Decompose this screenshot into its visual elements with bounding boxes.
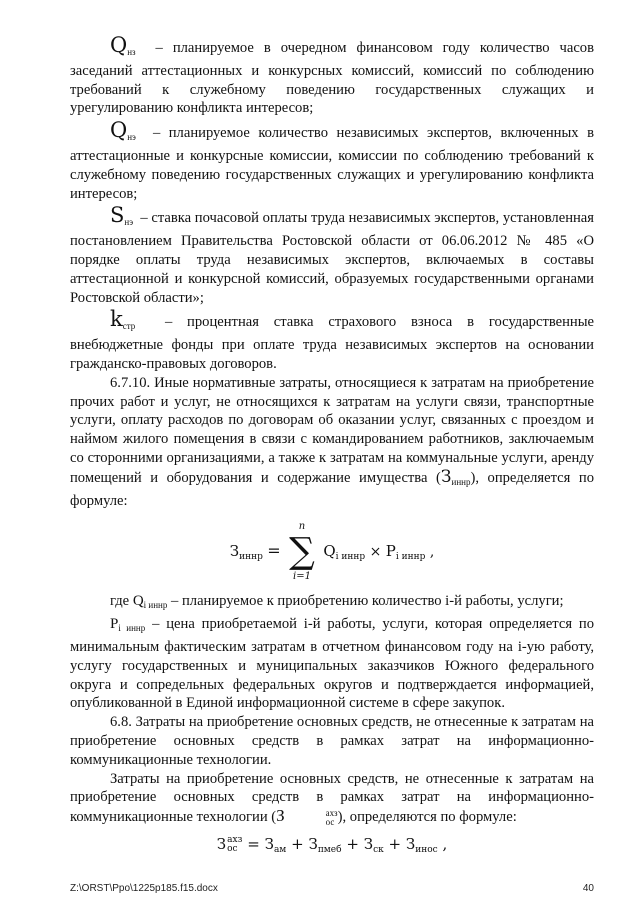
definition-text: – ставка почасовой оплаты труда независимых экспертов, установленная постановлением Правительства Ростовской области от 06.06.2012 № 485 «О порядке оплаты труда независимых экспертов, включаемых в составы аттестационной и конкурсной комиссий, образуемых государственными органами Ростовской области»; [70,210,595,306]
formula-tail: , [442,834,448,853]
symbol-subscript: нэ [124,217,134,228]
definition-q-nz [70,33,594,118]
paragraph-text: Затраты на приобретение основных средств, не отнесенные к затратам на приобретение основных средств в рамках затрат на информационно-коммуникационные технологии ( [70,770,594,826]
symbol-subscript: нз [127,47,136,57]
definition-q-ne [70,118,595,203]
formula-plus: + [291,834,304,853]
summation-lower: i=1 [293,571,311,583]
formula-plus: + [388,834,402,853]
formula-q: Q [323,542,336,561]
formula-term-subscript: инос [415,844,438,855]
symbol-superscript: ахз [325,807,338,818]
symbol-subscript: i иннр [143,600,168,611]
formula-term-subscript: ск [373,844,384,855]
formula-term-subscript: ам [273,844,287,855]
paragraph-text-end: ), определяются по формуле: [337,809,517,826]
definition-text: – процентная ставка страхового взноса в государственные внебюджетные фонды при оплате труда независимых экспертов на основании гражданско-правовых договоров. [70,314,595,372]
symbol: P [110,616,119,633]
where-q-line [70,592,594,615]
definition-k-str [70,307,595,373]
sigma-symbol: ∑ [289,531,315,573]
paragraph-text: 6.8. Затраты на приобретение основных средств, не отнесенные к затратам на приобретение основных средств в рамках затрат на информационно-коммуникационные технологии. [70,714,594,768]
symbol: Q [132,593,144,610]
formula-term-subscript: пмеб [317,844,342,855]
summation [289,520,315,584]
formula-q-subscript: i иннр [335,552,366,563]
where-p-line [70,615,594,713]
formula-term: З [264,834,274,853]
where-p-text: – цена приобретаемой i-й работы, услуги, которая определяется по минимальным фактическим затратам в отчетном финансовом году на i-ую работу, услугу государственных и муниципальных заказчиков Южного федерального округа и сопредельных федеральных округов и подтверждается информацией, опубликованной в Единой информационной системе в сфере закупок. [70,616,595,712]
summation-upper: n [298,521,306,533]
page-number: 40 [582,883,594,894]
paragraph-text: 6.7.10. Иные нормативные затраты, относящиеся к затратам на приобретение прочих работ и услуг, не относящихся к затратам на услуги связи, транспортные услуги, оплату расходов по договорам об оказании услуг, связанных с проездом и наймом жилого помещения в связи с командированием работников, заключаемым со сторонними организациями, а также к затратам на коммунальные услуги, аренду помещений и оборудования и содержание имущества ( [70,374,594,486]
symbol-supsub [286,809,338,827]
page-footer [70,883,594,894]
formula-ahz [70,835,594,860]
formula-tail: , [429,544,435,561]
symbol: Q [110,33,128,57]
where-q-text: – планируемое к приобретению количество i-й работы, услуги; [171,593,564,610]
definition-text: – планируемое в очередном финансовом году количество часов заседаний аттестационных и конкурсных комиссий, комиссий по соблюдению требований к служебному поведению государственных служащих и урегулированию конфликта интересов; [70,40,594,117]
symbol-subscript: нэ [127,132,136,143]
symbol-subscript: i иннр [118,623,146,634]
formula-term: З [308,834,318,853]
formula-equals: = [247,834,260,853]
symbol-subscript: ос [325,816,335,827]
paragraph-text-end: ), определяется по формуле: [70,469,594,509]
symbol: З [276,806,285,826]
symbol: Q [110,118,128,143]
symbol: S [110,203,125,228]
symbol-subscript: иннр [451,476,471,487]
formula-p-subscript: i иннр [395,552,426,563]
file-path: Z:\ORST\Ppo\1225p185.f15.docx [70,883,218,894]
formula-term: З [405,834,416,853]
paragraph-6-8-formula-intro [70,770,594,827]
formula-innr [70,520,594,592]
formula-term: З [363,834,374,853]
document-body [70,33,595,860]
formula-p: P [385,542,396,561]
definition-s-ne [70,203,595,307]
formula-lhs-subscript: иннр [239,552,263,563]
formula-plus: + [346,834,359,853]
formula-lhs-supsub [227,836,242,854]
formula-times: × [369,544,382,561]
formula-lhs-superscript: ахз [227,834,243,845]
where-prefix: где [110,593,130,610]
definition-text: – планируемое количество независимых экспертов, включенных в аттестационные и конкурсные комиссии, комиссии по соблюдению требований к служебному поведению государственных служащих и урегулированию конфликта интересов; [70,125,595,202]
formula-lhs: З [216,834,227,853]
symbol-subscript: стр [122,321,136,332]
symbol: k [110,307,123,332]
formula-lhs-subscript: ос [227,843,238,854]
formula-lhs: З [229,542,240,561]
symbol: З [440,466,452,487]
paragraph-6-7-10 [70,374,594,511]
paragraph-6-8 [70,713,594,769]
formula-equals: = [267,541,281,561]
